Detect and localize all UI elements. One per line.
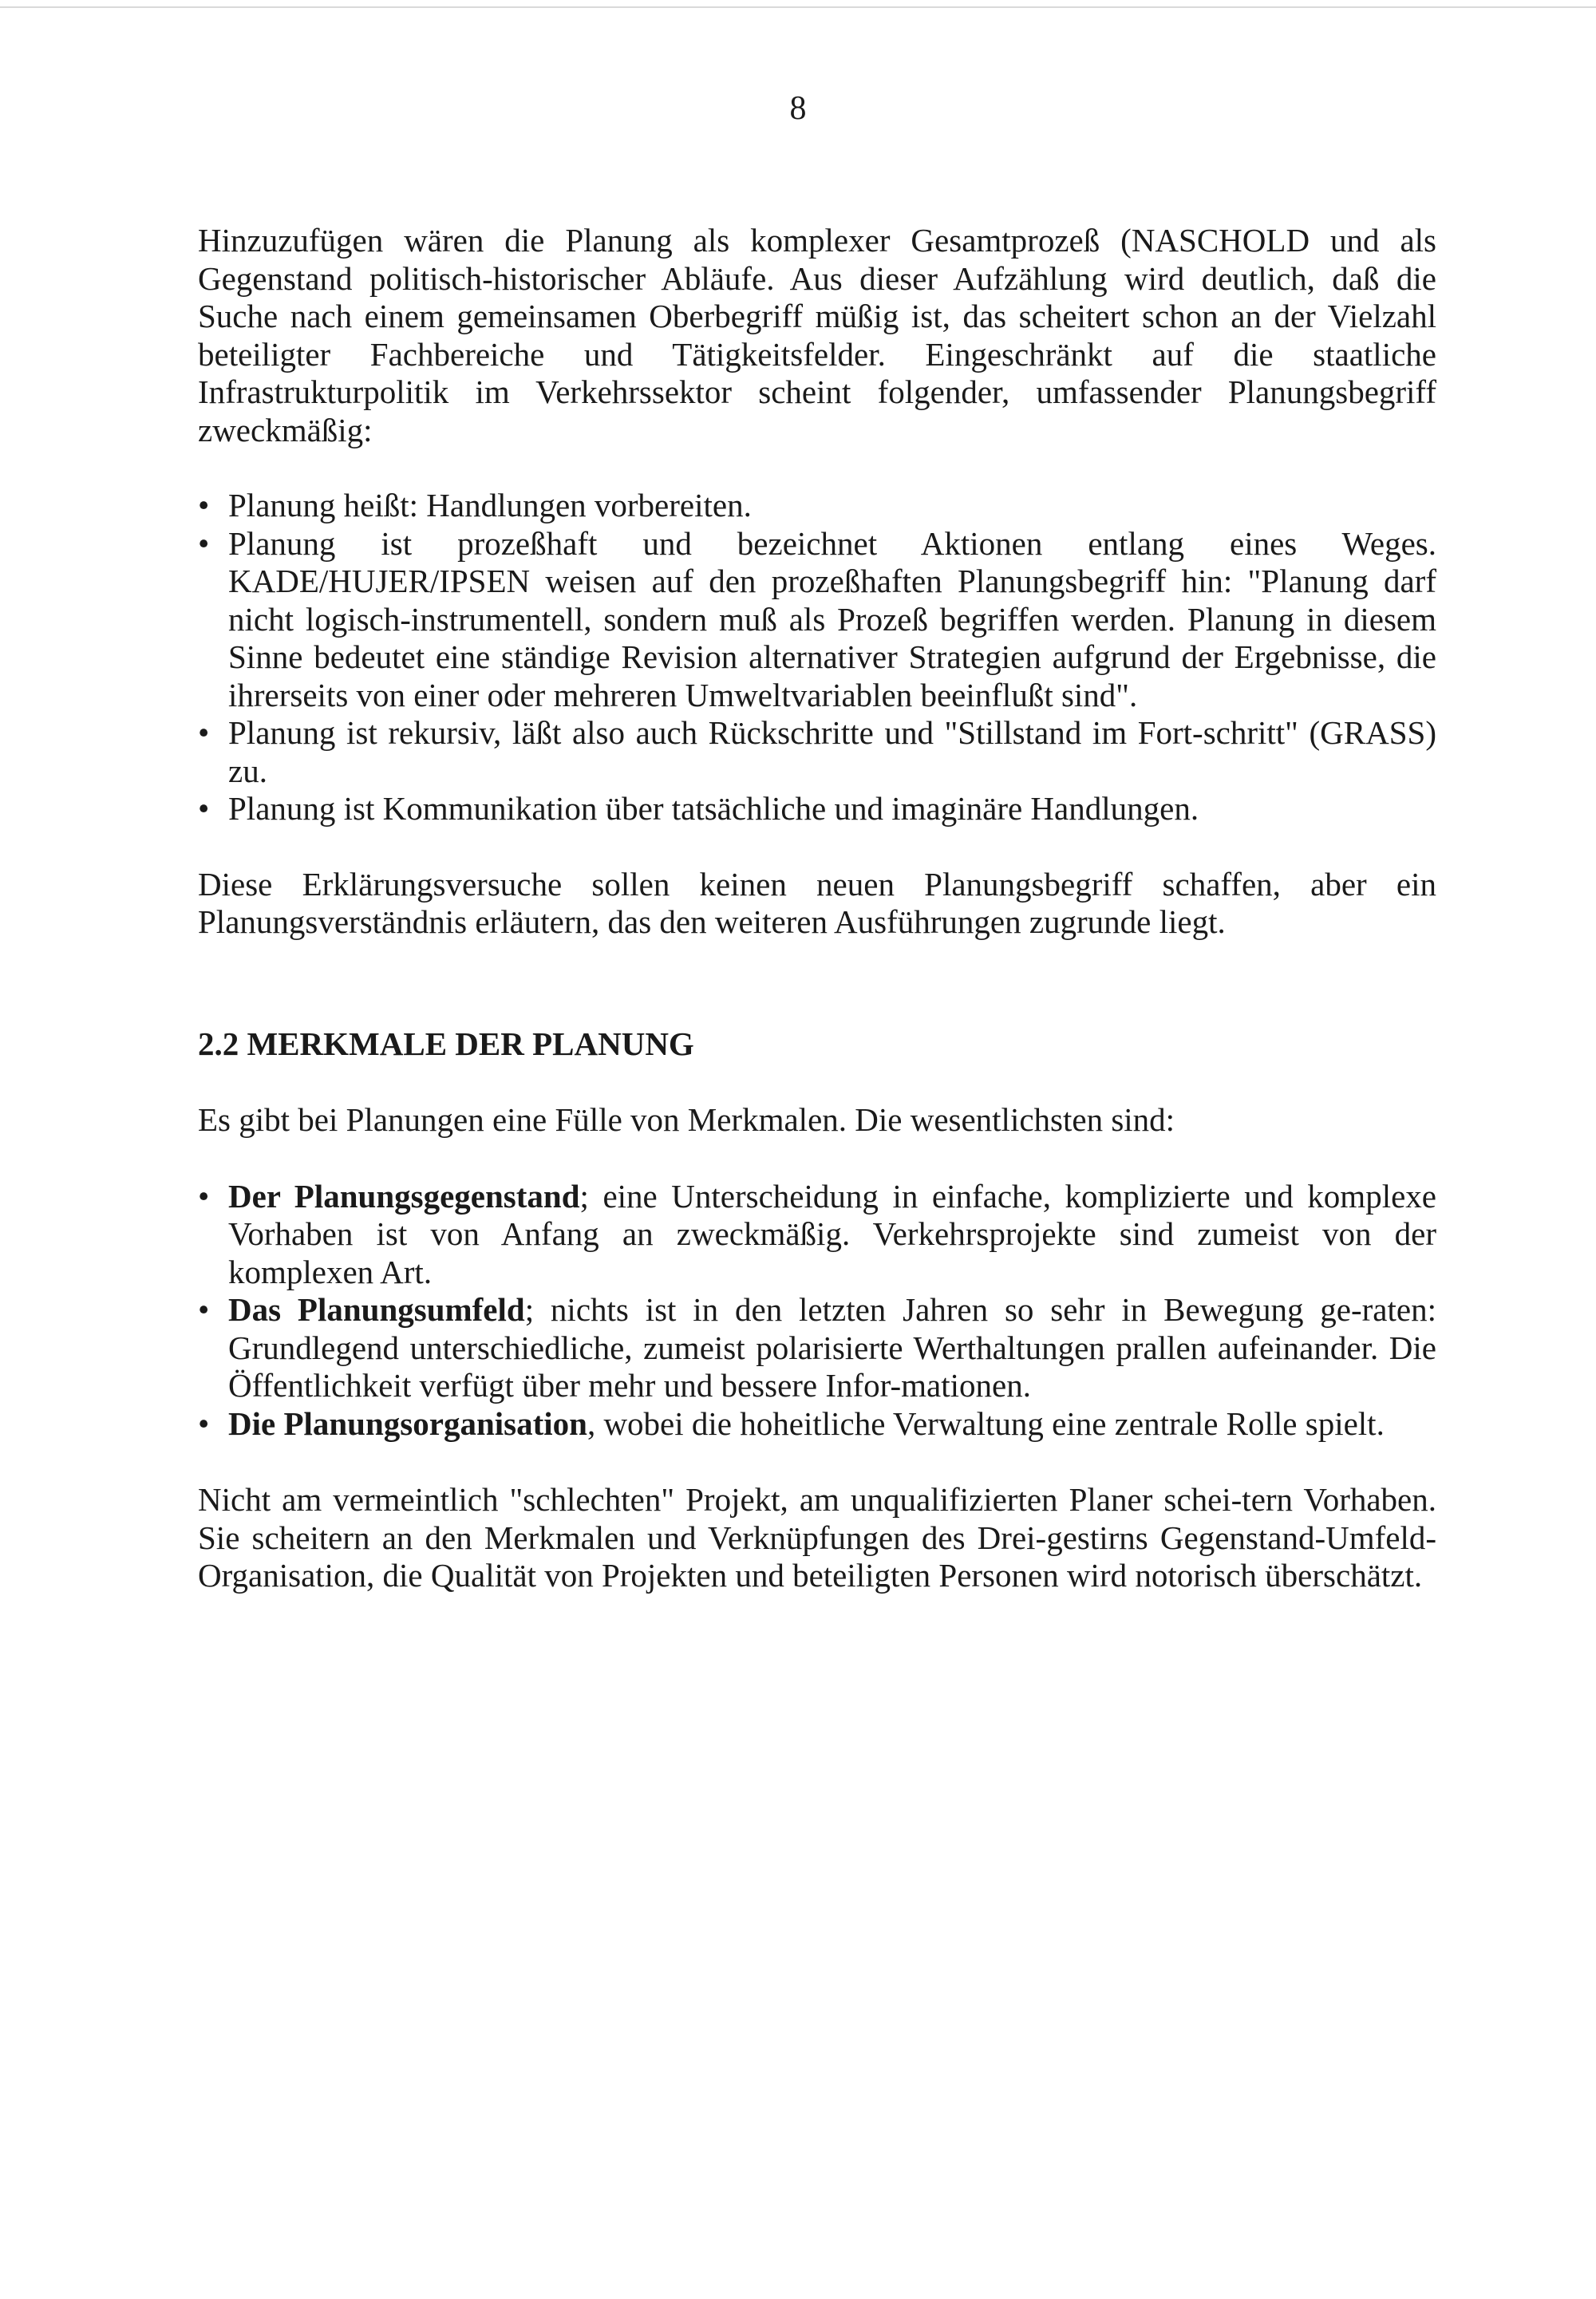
feature-term: Der Planungsgegenstand (228, 1177, 580, 1215)
feature-term: Die Planungsorganisation (228, 1404, 587, 1442)
feature-description: ; nichts ist in den letzten Jahren so sehr in Bewegung ge-raten: Grundlegend unterschiedliche, zumeist polarisierte Werthaltungen prallen aufeinander. Die Öffentlichkeit verfügt über mehr und bessere Infor-mationen. (228, 1291, 1436, 1404)
list-item (198, 1178, 1436, 1292)
section-heading: 2.2 MERKMALE DER PLANUNG (198, 1025, 694, 1062)
page-body (198, 222, 1436, 1595)
list-item (198, 1405, 1436, 1444)
planning-definition-list (198, 487, 1436, 828)
list-item: • Planung heißt: Handlungen vorbereiten. (198, 487, 1436, 525)
section1-intro-paragraph: Hinzuzufügen wären die Planung als komplexer Gesamtprozeß (NASCHOLD und als Gegenstand politisch-historischer Abläufe. Aus dieser Aufzählung wird deutlich, daß die Suche nach einem gemeinsamen Oberbegriff müßig ist, das scheitert schon an der Vielzahl beteiligter Fachbereiche und Tätigkeitsfelder. Eingeschränkt auf die staatliche Infrastrukturpolitik im Verkehrssektor scheint folgender, umfassender Planungsbegriff zweckmäßig: (198, 222, 1436, 448)
list-item (198, 1291, 1436, 1405)
section2-closing-paragraph: Nicht am vermeintlich "schlechten" Projekt, am unqualifizierten Planer schei-tern Vorhaben. Sie scheitern an den Merkmalen und Verknüpfungen des Drei-gestirns Gegenstand-Umfeld-Organisation, die Qualität von Projekten und beteiligten Personen wird notorisch überschätzt. (198, 1481, 1436, 1594)
section1-closing-paragraph: Diese Erklärungsversuche sollen keinen neuen Planungsbegriff schaffen, aber ein Planungsverständnis erläutern, das den weiteren Ausführungen zugrunde liegt. (198, 865, 1436, 940)
list-item: • Planung ist prozeßhaft und bezeichnet Aktionen entlang eines Weges. KADE/HUJER/IPSEN weisen auf den prozeßhaften Planungsbegriff hin: "Planung darf nicht logisch-instrumentell, sondern muß als Prozeß begriffen werden. Planung in diesem Sinne bedeutet eine ständige Revision alternativer Strategien aufgrund der Ergebnisse, die ihrerseits von einer oder mehreren Umweltvariablen beeinflußt sind". (198, 525, 1436, 715)
feature-description: , wobei die hoheitliche Verwaltung eine zentrale Rolle spielt. (587, 1404, 1385, 1442)
feature-description: ; eine Unterscheidung in einfache, komplizierte und komplexe Vorhaben ist von Anfang an zweckmäßig. Verkehrsprojekte sind zumeist von der komplexen Art. (228, 1177, 1436, 1290)
top-edge-rule (0, 6, 1596, 8)
section2-intro-paragraph: Es gibt bei Planungen eine Fülle von Merkmalen. Die wesentlichsten sind: (198, 1101, 1175, 1138)
planning-features-list (198, 1178, 1436, 1444)
list-item: • Planung ist Kommunikation über tatsächliche und imaginäre Handlungen. (198, 790, 1436, 828)
feature-term: Das Planungsumfeld (228, 1291, 525, 1328)
list-item: • Planung ist rekursiv, läßt also auch Rückschritte und "Stillstand im Fort-schritt" (GRASS) zu. (198, 714, 1436, 790)
page-number: 8 (789, 90, 807, 127)
